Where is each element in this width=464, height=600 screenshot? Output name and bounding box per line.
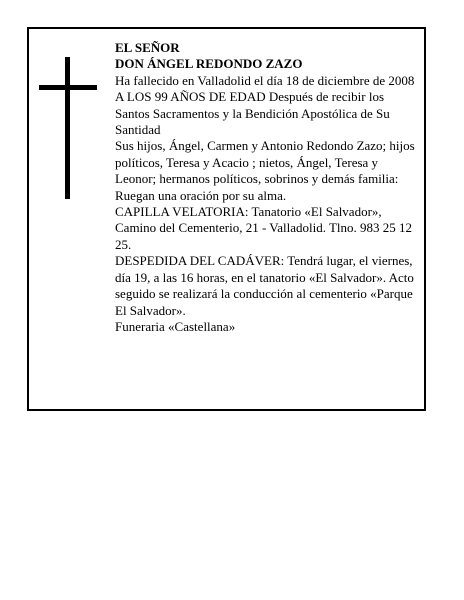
- cross-vertical-bar: [65, 57, 70, 199]
- notice-text: [115, 40, 420, 335]
- cross-horizontal-bar: [39, 85, 97, 90]
- obituary-notice: [27, 27, 426, 411]
- chapel-info: CAPILLA VELATORIA: Tanatorio «El Salvador», Camino del Cementerio, 21 - Valladolid. Tlno. 983 25 12 25.: [115, 204, 413, 252]
- funeral-home: Funeraria «Castellana»: [115, 318, 236, 334]
- farewell-info: DESPEDIDA DEL CADÁVER: Tendrá lugar, el viernes, día 19, a las 16 horas, en el tanatorio «El Salvador». Acto seguido se realizará la conducción al cementerio «Parque El Salvador».: [115, 253, 414, 318]
- notice-title-line-1: EL SEÑOR: [115, 40, 180, 55]
- prayer-request: Ruegan una oración por su alma.: [115, 187, 287, 203]
- death-announcement: Ha fallecido en Valladolid el día 18 de diciembre de 2008 A LOS 99 AÑOS DE EDAD Después de recibir los Santos Sacramentos y la Bendición Apostólica de Su Santidad: [115, 72, 415, 138]
- family-list: Sus hijos, Ángel, Carmen y Antonio Redondo Zazo; hijos políticos, Teresa y Acacio ; nietos, Ángel, Teresa y Leonor; hermanos políticos, sobrinos y demás familia:: [115, 138, 415, 187]
- notice-title-line-2: DON ÁNGEL REDONDO ZAZO: [115, 56, 303, 72]
